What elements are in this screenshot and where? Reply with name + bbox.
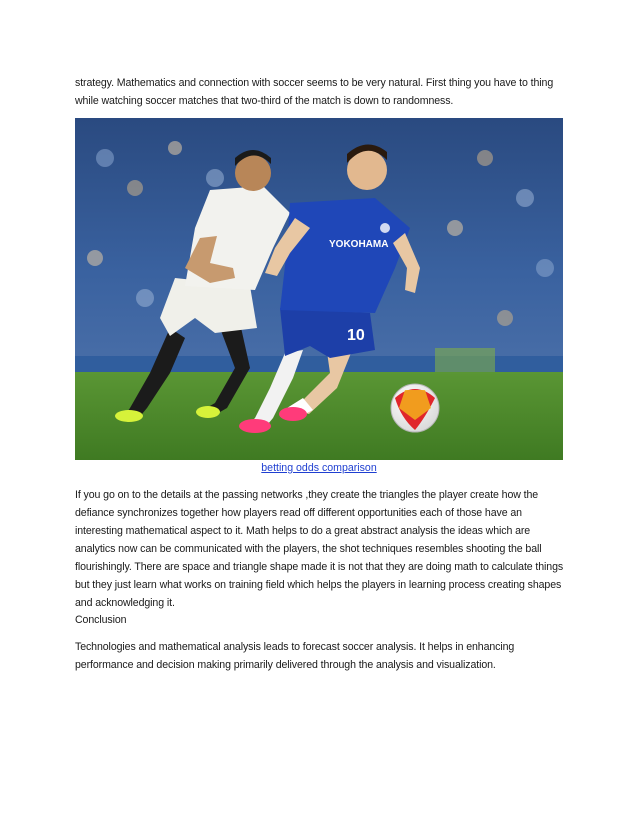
conclusion-paragraph [75, 638, 567, 674]
soccer-ball [391, 384, 439, 432]
intro-paragraph [75, 74, 567, 110]
soccer-match-photo [75, 118, 563, 460]
networks-paragraph-text: If you go on to the details at the passing networks ,they create the triangles the player create how the defiance synchronizes together how players read off different opportunities each of those have an interesting mathematical aspect to it. Math helps to do a great abstract analysis the ideas which are analytics now can be communicated with the players, the shot techniques resembles shooting the ball flourishingly. There are space and triangle shape made it is not that they are doing math to calculate things but they just learn what works on training field which helps the players in learning process creating shapes and acknowledging it. [75, 489, 564, 609]
intro-paragraph-text: strategy. Mathematics and connection with soccer seems to be very natural. First thing you have to thing while watching soccer matches that two-third of the match is down to randomness. [75, 77, 554, 107]
conclusion-paragraph-text: Technologies and mathematical analysis leads to forecast soccer analysis. It helps in enhancing performance and decision making primarily delivered through the analysis and visualization. [75, 641, 515, 671]
image-caption [0, 461, 638, 475]
jersey-sponsor: YOKOHAMA [329, 239, 389, 250]
networks-paragraph [75, 486, 567, 612]
betting-odds-comparison-link[interactable]: betting odds comparison [261, 462, 377, 474]
jersey-number: 10 [347, 327, 365, 344]
conclusion-heading [75, 611, 567, 629]
conclusion-heading-text: Conclusion [75, 614, 127, 626]
